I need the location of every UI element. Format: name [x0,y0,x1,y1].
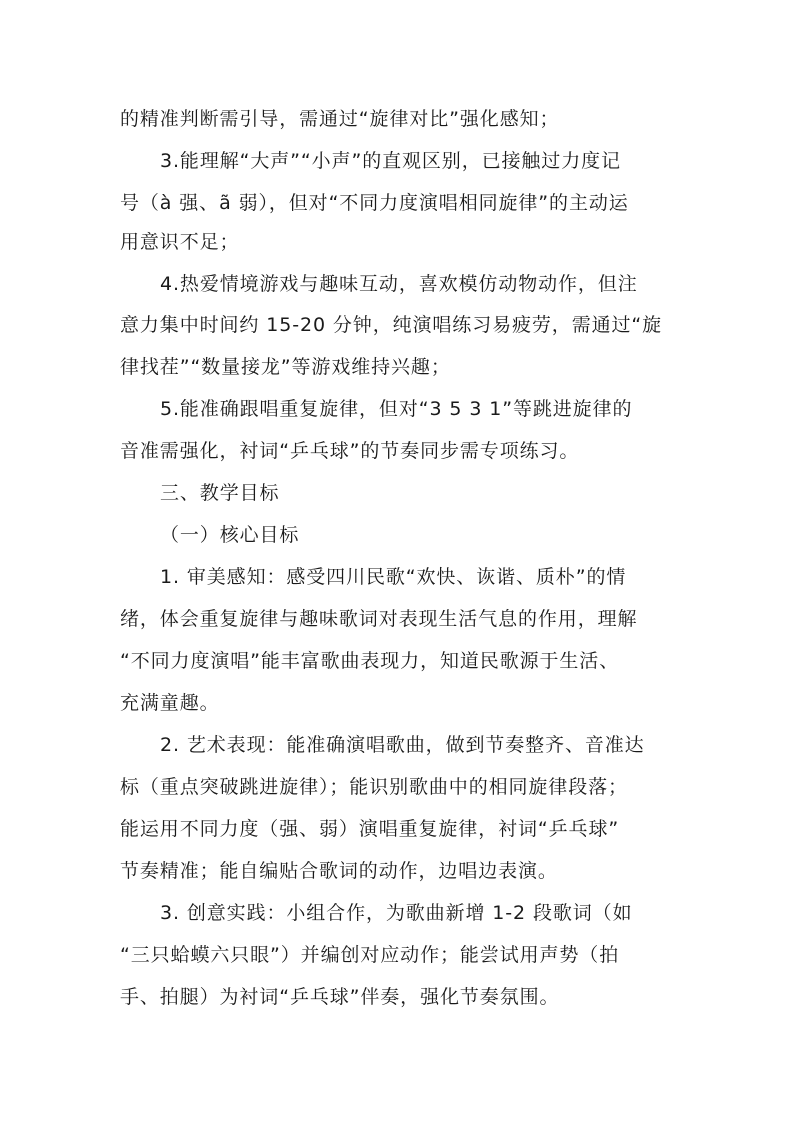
text-line-20: 3. 创意实践：小组合作，为歌曲新增 1-2 段歌词（如 [160,902,633,924]
text-line-21: “三只蛤蟆六只眼”）并编创对应动作；能尝试用声势（拍 [120,944,620,966]
subsection-heading: （一）核心目标 [160,524,300,546]
text-line-22: 手、拍腿）为衬词“乒乓球”伴奏，强化节奏氛围。 [120,986,560,1008]
text-line-6: 意力集中时间约 15-20 分钟，纯演唱练习易疲劳，需通过“旋 [120,314,663,336]
text-line-4: 用意识不足； [120,231,240,253]
text-line-18: 能运用不同力度（强、弱）演唱重复旋律，衬词“乒乓球” [120,818,620,840]
text-line-9: 音准需强化，衬词“乒乓球”的节奏同步需专项练习。 [120,440,580,462]
text-line-13: 绪，体会重复旋律与趣味歌词对表现生活气息的作用，理解 [120,608,638,630]
text-line-16: 2. 艺术表现：能准确演唱歌曲，做到节奏整齐、音准达 [160,734,645,756]
text-line-8: 5.能准确跟唱重复旋律，但对“3 5 3 1”等跳进旋律的 [160,398,633,420]
text-line-2: 3.能理解“大声”“小声”的直观区别，已接触过力度记 [160,150,621,172]
text-line-3: 号（à 强、ã 弱），但对“不同力度演唱相同旋律”的主动运 [120,192,629,214]
text-line-1: 的精准判断需引导，需通过“旋律对比”强化感知； [120,108,560,130]
text-line-15: 充满童趣。 [120,692,220,714]
text-line-14: “不同力度演唱”能丰富歌曲表现力，知道民歌源于生活、 [120,650,620,672]
text-line-19: 节奏精准；能自编贴合歌词的动作，边唱边表演。 [120,860,558,882]
text-line-5: 4.热爱情境游戏与趣味互动，喜欢模仿动物动作，但注 [160,273,638,295]
text-line-7: 律找茬”“数量接龙”等游戏维持兴趣； [120,356,451,378]
text-line-12: 1. 审美感知：感受四川民歌“欢快、诙谐、质朴”的情 [160,566,627,588]
section-heading: 三、教学目标 [160,482,280,504]
text-line-17: 标（重点突破跳进旋律）；能识别歌曲中的相同旋律段落； [120,776,628,798]
